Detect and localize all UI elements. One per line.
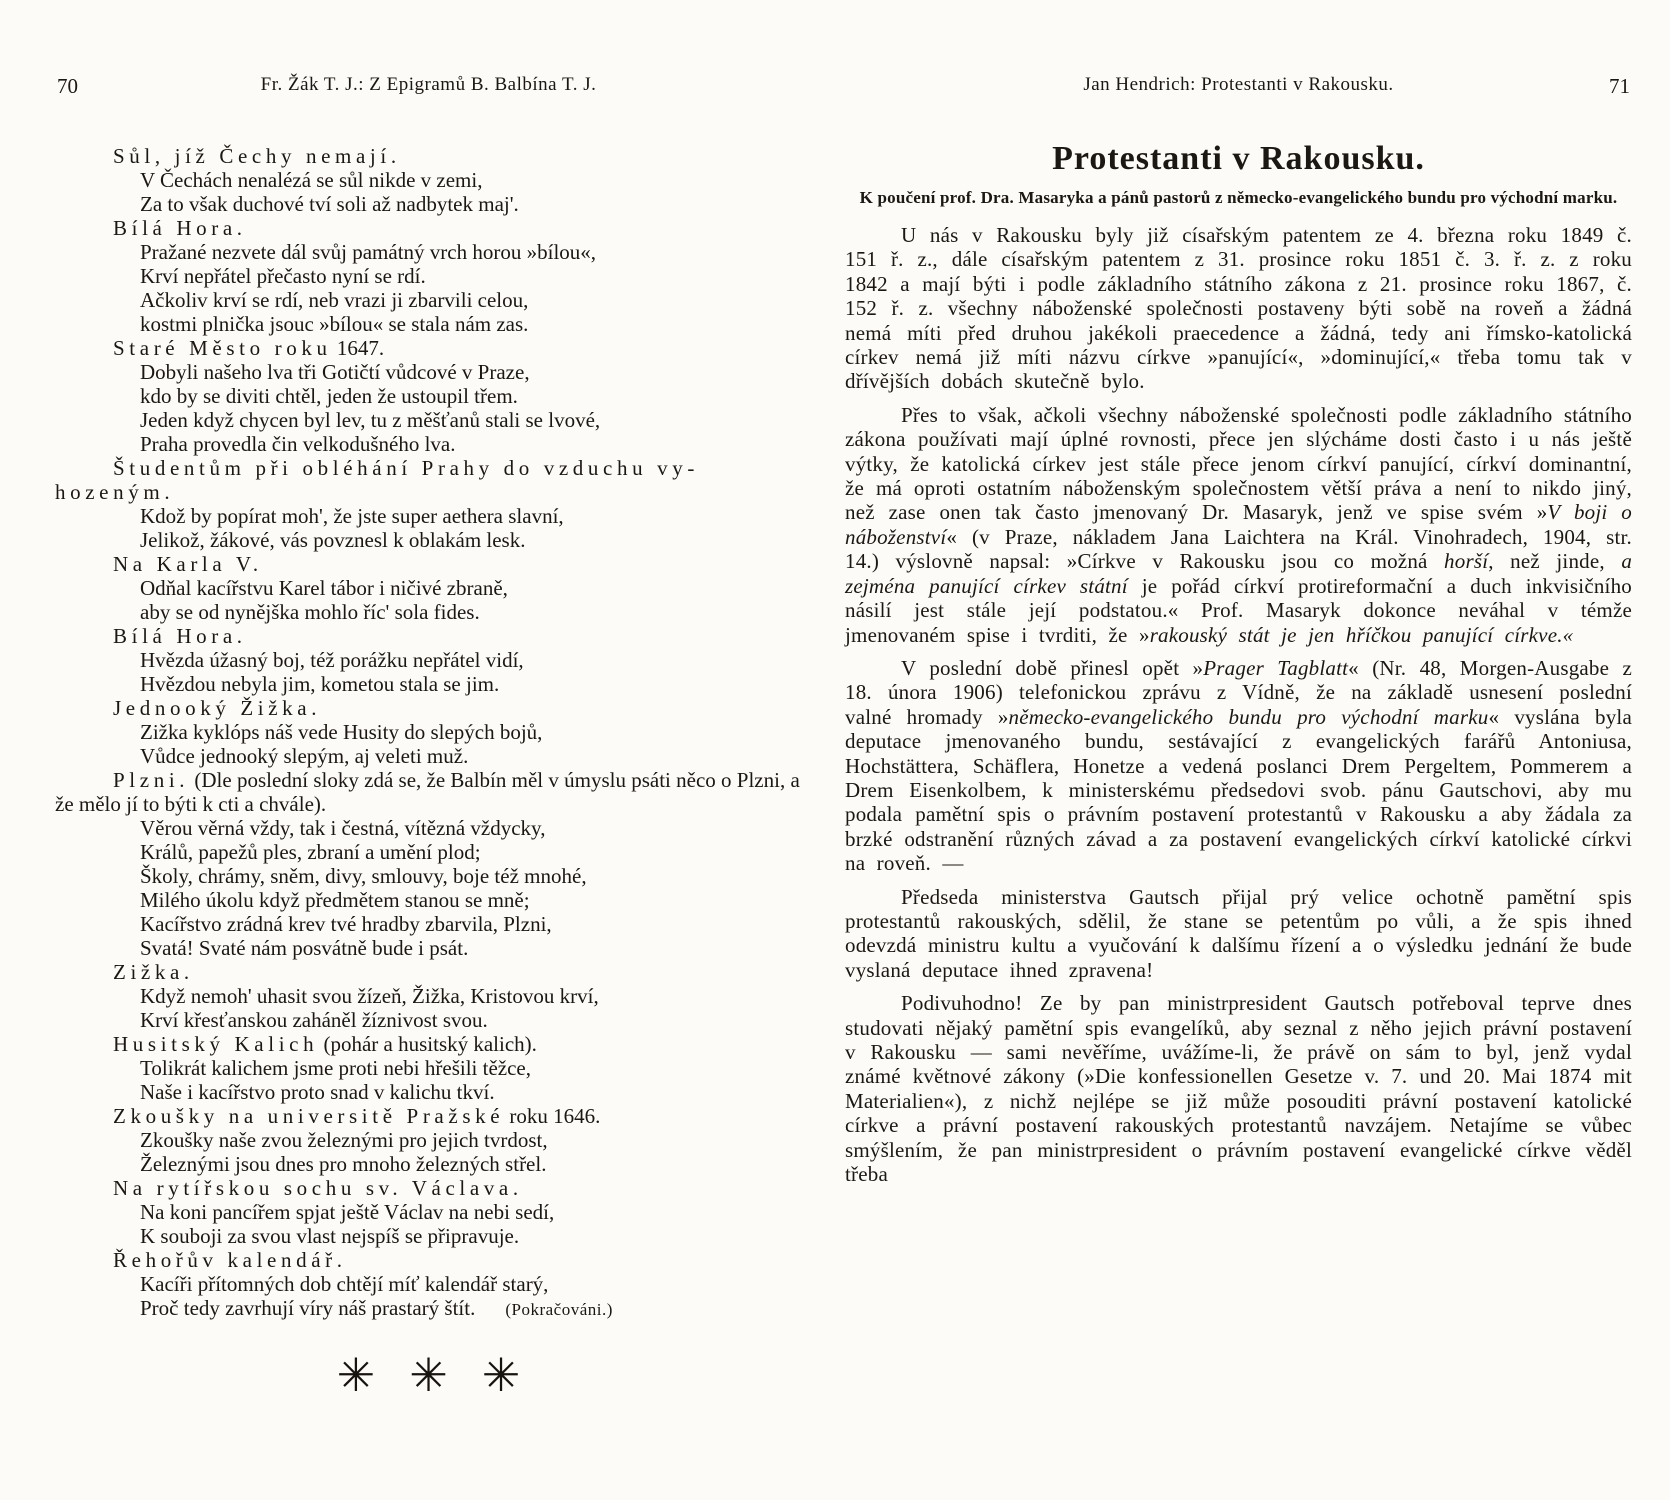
verse-line: Dobyli našeho lva tři Gotičtí vůdcové v Praze,: [140, 360, 530, 384]
epigram-list: [55, 144, 802, 1322]
epigram-title: [55, 624, 802, 648]
verse-line: Kdož by popírat moh', že jste super aethera slavní,: [140, 504, 564, 528]
ornament-row: [55, 1348, 802, 1402]
verse-line: Praha provedla čin velkodušného lva.: [140, 432, 456, 456]
epigram-title: [55, 1176, 802, 1200]
verse-line: Ačkoliv krví se rdí, neb vrazi ji zbarvili celou,: [140, 288, 529, 312]
paragraph-text: Přes to však, ačkoli všechny náboženské společnosti podle základního státního zákona používati mají úplné rovnosti, přece jen slýcháme dosti často i u nás ještě výtky, že katolická církev jest stále přece jenom církví panující, církví dominantní, že má oproti ostatním náboženským společnostem větší práva a není to nikdo jiný, než zase onen tak často jmenovaný Dr. Masaryk, jenž ve spise svém »: [845, 402, 1632, 525]
right-running-header-row: [845, 74, 1632, 100]
verse-line: Tolikrát kalichem jsme proti nebi hřešili těžce,: [140, 1056, 531, 1080]
verse-line: Na koni pancířem spjat ještě Václav na nebi sedí,: [140, 1200, 555, 1224]
right-page: [845, 74, 1632, 1195]
paragraph: [845, 656, 1632, 876]
epigram-title-text: Staré Město roku: [113, 336, 332, 360]
left-running-header: Fr. Žák T. J.: Z Epigramů B. Balbína T. J.: [260, 74, 597, 95]
epigram-title-text: Plzni.: [113, 768, 190, 792]
epigram-title-text: Na Karla V.: [113, 552, 263, 576]
article-title: Protestanti v Rakousku.: [1052, 140, 1425, 177]
verse-line: Zižka kyklóps náš vede Husity do slepých bojů,: [140, 720, 543, 744]
epigram-title-suffix: 1647.: [336, 336, 385, 360]
verse-line: Když nemoh' uhasit svou žízeň, Žižka, Kristovou krví,: [140, 984, 599, 1008]
verse-line: Odňal kacířstvu Karel tábor i ničivé zbraně,: [140, 576, 508, 600]
verse-line: kdo by se diviti chtěl, jeden že ustoupil třem.: [140, 384, 518, 408]
epigram-title: [55, 1248, 802, 1272]
verse-line: Milého úkolu když předmětem stanou se mně;: [140, 888, 530, 912]
verse-line: kostmi plnička jsouc »bílou« se stala nám zas.: [140, 312, 529, 336]
verse-line: Svatá! Svaté nám posvátně bude i psát.: [140, 936, 469, 960]
paragraph-text: U nás v Rakousku byly již císařským patentem ze 4. března roku 1849 č. 151 ř. z., dále císařským patentem z 31. prosince roku 1851 č. 3. ř. z. z roku 1842 a mají býti i podle základního státního zákona z 21. prosince roku 1867, č. 152 ř. z. všechny náboženské společnosti postaveny býti sobě na roveň a žádná nemá míti před druhou jakékoli praecedence a žádná, tedy ani římsko-katolická církev nemá již míti názvu církve »panující«, »dominující,« třeba tomu tak v dřívějších dobách skutečně bylo.: [845, 223, 1632, 394]
verse-line: V Čechách nenalézá se sůl nikde v zemi,: [140, 168, 483, 192]
paragraph: [845, 223, 1632, 394]
verse-line: Krví nepřátel přečasto nyní se rdí.: [140, 264, 426, 288]
verse-line: Železnými jsou dnes pro mnoho železných střel.: [140, 1152, 547, 1176]
verse-line: Vůdce jednooký slepým, aj veleti muž.: [140, 744, 469, 768]
verse-line: Králů, papežů ples, zbraní a umění plod;: [140, 840, 481, 864]
verse-line: Hvězda úžasný boj, též porážku nepřátel vidí,: [140, 648, 524, 672]
paragraph-text-italic: horší: [1444, 549, 1489, 574]
epigram-title: [55, 552, 802, 576]
verse-line: aby se od nynějška mohlo říc' sola fides.: [140, 600, 480, 624]
epigram-title-text: Sůl, jíž Čechy nemají.: [113, 144, 401, 168]
star-ornament-icon: ✳: [336, 1348, 376, 1402]
epigram-title: [55, 1032, 802, 1056]
continuation-note: (Pokračováni.): [505, 1300, 613, 1319]
epigram-title-text: hozeným.: [55, 480, 175, 504]
verse-line: Jeden když chycen byl lev, tu z měšťanů stali se lvové,: [140, 408, 601, 432]
verse-line: Hvězdou nebyla jim, kometou stala se jim.: [140, 672, 500, 696]
star-ornament-icon: ✳: [481, 1348, 521, 1402]
paragraph-text: je pořád církví protireformační a duch inkvisičního násilí jest stále její podstatou.« Prof. Masaryk dokonce neváhal v témže jmenovaném spise i tvrditi, že »: [845, 573, 1632, 647]
epigram-title: [55, 456, 802, 504]
epigram-title: [55, 216, 802, 240]
epigram-title-text: Řehořův kalendář.: [113, 1248, 347, 1272]
verse-line: Jelikož, žákové, vás povznesl k oblakám lesk.: [140, 528, 526, 552]
verse-line: Pražané nezvete dál svůj památný vrch horou »bílou«,: [140, 240, 597, 264]
epigram-title-text: Na rytířskou sochu sv. Václava.: [113, 1176, 523, 1200]
paragraph: [845, 991, 1632, 1186]
paragraph-text-italic: a zejména panující církev státní: [845, 549, 1633, 598]
paragraph-text-italic: Prager Tagblatt: [1203, 655, 1349, 680]
right-running-header: Jan Hendrich: Protestanti v Rakousku.: [1083, 74, 1394, 95]
article-subtitle: K poučení prof. Dra. Masaryka a pánů pastorů z německo-evangelického bundu pro východní marku.: [859, 188, 1618, 207]
paragraph-text: « (Nr. 48, Morgen-Ausgabe z 18. února 1906) telefonickou zprávu z Vídně, že na základě usnesení poslední valné hromady »: [845, 655, 1632, 729]
paragraph: [845, 885, 1632, 983]
epigram-title-text: Zižka.: [113, 960, 194, 984]
verse-line: Zkoušky naše zvou železnými pro jejich tvrdost,: [140, 1128, 548, 1152]
verse-line: Školy, chrámy, sněm, divy, smlouvy, boje též mnohé,: [140, 864, 587, 888]
epigram-title: [55, 336, 802, 360]
verse-line: Krví křesťanskou zaháněl žíznivost svou.: [140, 1008, 488, 1032]
verse-line: Kacíři přítomných dob chtějí míť kalendář starý,: [140, 1272, 549, 1296]
verse-line-text: Proč tedy zavrhují víry náš prastarý štít.: [140, 1296, 476, 1320]
paragraph-text-italic: německo-evangelického bundu pro východní marku: [1008, 704, 1489, 729]
epigram-title: [55, 768, 802, 816]
epigram-title-text: Študentům při obléhání Prahy do vzduchu vy-: [113, 456, 699, 480]
paragraph-text: Podivuhodno! Ze by pan ministrpresident Gautsch potřeboval teprve dnes studovati nějaký pamětní spis evangelíků, aby seznal z něho jejich právní postavení v Rakousku — sami nevěříme, uvážíme-li, že právě on sám to byl, jenž vydal známé květnové zákony (»Die konfessionellen Gesetze v. 7. und 20. Mai 1874 mit Materialien«), z nichž nejlépe se již může posouditi právní postavení katolické církve a právní postavení rakouských protestantů navzájem. Netajíme se vůbec smýšlením, že pan ministrpresident o právním postavení evangelické církve věděl třeba: [845, 991, 1632, 1187]
paragraph-text-italic: V boji o náboženství: [845, 500, 1633, 549]
epigram-title: [55, 1104, 802, 1128]
paragraph-text: « vyslána byla deputace jmenovaného bundu, sestávající z evangelických farářů Antoniusa, Hochstättera, Schäflera, Honetze a vedená poslanci Drem Pergeltem, Pommerem a Drem Eisenkolbem, k ministerskému předsedovi svob. pánu Gautschovi, aby mu podala pamětní spis o právním postavení protestantů v Rakousku a aby žádala za brzké odstranění různých závad a za postavení evangelických církví katolické církvi na roveň. —: [845, 704, 1632, 876]
epigram-title-suffix: roku 1646.: [509, 1104, 601, 1128]
paragraph-text: , než jinde,: [1488, 549, 1622, 574]
verse-line: K souboji za svou vlast nejspíš se připravuje.: [140, 1224, 520, 1248]
paragraph: [845, 403, 1632, 647]
verse-line: Věrou věrná vždy, tak i čestná, vítězná vždycky,: [140, 816, 546, 840]
epigram-title: [55, 696, 802, 720]
epigram-title-text: Zkoušky na universitě Pražské: [113, 1104, 505, 1128]
epigram-title-suffix: (pohár a husitský kalich).: [323, 1032, 537, 1056]
left-page-number: 70: [57, 74, 78, 98]
epigram-title-text: Bílá Hora.: [113, 624, 247, 648]
left-running-header-row: [55, 74, 802, 100]
epigram-title-text: Husitský Kalich: [113, 1032, 319, 1056]
star-ornament-icon: ✳: [409, 1348, 448, 1402]
epigram-title: [55, 960, 802, 984]
epigram-title-text: Jednooký Žižka.: [113, 696, 322, 720]
paragraph-text-italic: rakouský stát je jen hříčkou panující církve.«: [1149, 622, 1574, 647]
verse-line: [140, 1296, 802, 1322]
right-page-number: 71: [1609, 74, 1630, 98]
paragraph-text: V poslední době přinesl opět »: [901, 655, 1204, 680]
verse-line: Naše i kacířstvo proto snad v kalichu tkví.: [140, 1080, 495, 1104]
verse-line: Za to však duchové tví soli až nadbytek maj'.: [140, 192, 519, 216]
left-page: [55, 74, 802, 1402]
paragraph-text: Předseda ministerstva Gautsch přijal prý velice ochotně pamětní spis protestantů rakouských, sdělil, že stane se petentům po vůli, a že spis ihned odevzdá ministru kultu a vyučování k dalšímu řízení a o výsledku jednání že bude vyslaná deputace ihned zpravena!: [845, 884, 1632, 982]
epigram-title-text: Bílá Hora.: [113, 216, 247, 240]
epigram-title: [55, 144, 802, 168]
epigram-title-suffix: (Dle poslední sloky zdá se, že Balbín měl v úmyslu psáti něco o Plzni, a že mělo jí to býti k cti a chvále).: [55, 768, 800, 816]
verse-line: Kacířstvo zrádná krev tvé hradby zbarvila, Plzni,: [140, 912, 552, 936]
paragraph-text: « (v Praze, nákladem Jana Laichtera na Král. Vinohradech, 1904, str. 14.) výslovně napsal: »Církve v Rakousku jsou co možná: [845, 524, 1632, 574]
